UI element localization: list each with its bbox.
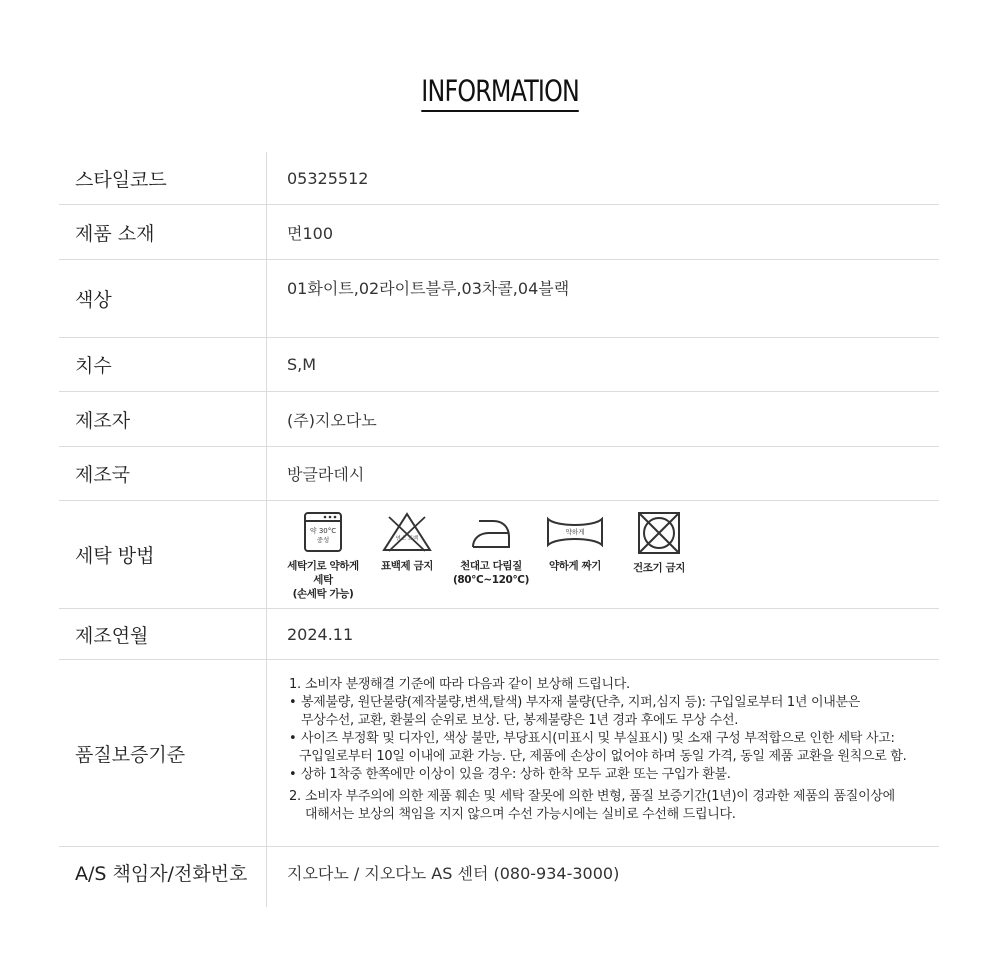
row-style-code bbox=[59, 152, 939, 205]
row-label: 품질보증기준 bbox=[59, 660, 267, 846]
quality-bullet: • 봉제불량, 원단불량(제작불량,변색,탈색) 부자재 불량(단추, 지퍼,심지 등): 구입일로부터 1년 이내분은 무상수선, 교환, 환불의 순위로 보상. 단, 봉제불량은 1년 경과 후에도 무상 수선. bbox=[289, 695, 861, 728]
quality-text bbox=[267, 660, 939, 846]
row-label: 색상 bbox=[59, 260, 267, 337]
care-item-wring bbox=[533, 511, 617, 573]
wring-icon bbox=[544, 511, 606, 553]
row-label: 세탁 방법 bbox=[59, 501, 267, 608]
row-value: 방글라데시 bbox=[287, 465, 365, 484]
care-item-dryer bbox=[617, 511, 701, 575]
quality-item-1: 1. 소비자 분쟁해결 기준에 따라 다음과 같이 보상해 드립니다. bbox=[289, 677, 630, 692]
row-quality bbox=[59, 660, 939, 847]
care-label: 세탁기로 약하게 세탁 (손세탁 가능) bbox=[287, 560, 359, 600]
row-value: 2024.11 bbox=[287, 624, 354, 644]
row-mfg-date bbox=[59, 609, 939, 660]
row-label: A/S 책임자/전화번호 bbox=[59, 847, 267, 907]
row-color bbox=[59, 260, 939, 338]
wring-text: 약하게 bbox=[565, 528, 585, 536]
row-label: 제조연월 bbox=[59, 609, 267, 659]
care-item-iron bbox=[449, 511, 533, 587]
row-value: 면100 bbox=[287, 223, 333, 243]
no-dryer-icon bbox=[636, 511, 682, 555]
row-label: 제조국 bbox=[59, 447, 267, 500]
care-item-wash bbox=[281, 511, 365, 601]
care-label: 표백제 금지 bbox=[381, 560, 433, 572]
quality-item-2: 2. 소비자 부주의에 의한 제품 훼손 및 세탁 잘못에 의한 변형, 품질 보증기간(1년)이 경과한 제품의 품질이상에 대해서는 보상의 책임을 지지 않으며 수선 가능시에는 실비로 수선해 드립니다. bbox=[289, 789, 895, 822]
care-item-bleach bbox=[365, 511, 449, 573]
page-title: INFORMATION bbox=[421, 74, 579, 112]
row-size bbox=[59, 338, 939, 392]
row-as bbox=[59, 847, 939, 907]
iron-icon bbox=[469, 511, 513, 553]
washing-machine-icon bbox=[303, 511, 343, 553]
row-manufacturer bbox=[59, 392, 939, 447]
wash-detergent-text: 중성 bbox=[316, 536, 330, 544]
row-label: 제품 소재 bbox=[59, 205, 267, 259]
care-label: 약하게 짜기 bbox=[549, 560, 601, 572]
quality-bullet: • 사이즈 부정확 및 디자인, 색상 불만, 부당표시(미표시 및 부실표시) 및 소재 구성 부적합으로 인한 세탁 사고: 구입일로부터 10일 이내에 교환 가능. 단, 제품에 손상이 없어야 하며 동일 가격, 동일 제품 교환을 원칙으로 함. bbox=[289, 731, 907, 764]
page-title-wrap bbox=[0, 74, 1000, 112]
no-bleach-icon bbox=[381, 511, 433, 553]
row-washing bbox=[59, 501, 939, 609]
bleach-text: 염소 표백 bbox=[395, 536, 419, 542]
wash-temp-text: 약 30°C bbox=[309, 527, 337, 535]
care-label: 천대고 다림질 (80°C~120°C) bbox=[452, 560, 530, 586]
quality-bullet: • 상하 1착중 한쪽에만 이상이 있을 경우: 상하 한착 모두 교환 또는 구입가 환불. bbox=[289, 767, 731, 782]
row-value: S,M bbox=[287, 355, 317, 374]
row-label: 치수 bbox=[59, 338, 267, 391]
row-value: (주)지오다노 bbox=[287, 410, 377, 430]
row-country bbox=[59, 447, 939, 501]
info-table bbox=[59, 152, 939, 907]
row-value: 지오다노 / 지오다노 AS 센터 (080-934-3000) bbox=[287, 863, 620, 883]
row-label: 스타일코드 bbox=[59, 152, 267, 204]
row-label: 제조자 bbox=[59, 392, 267, 446]
row-value: 01화이트,02라이트블루,03차콜,04블랙 bbox=[287, 279, 570, 298]
care-symbols bbox=[267, 501, 939, 608]
row-value: 05325512 bbox=[287, 168, 369, 188]
care-label: 건조기 금지 bbox=[633, 562, 685, 574]
row-material bbox=[59, 205, 939, 260]
